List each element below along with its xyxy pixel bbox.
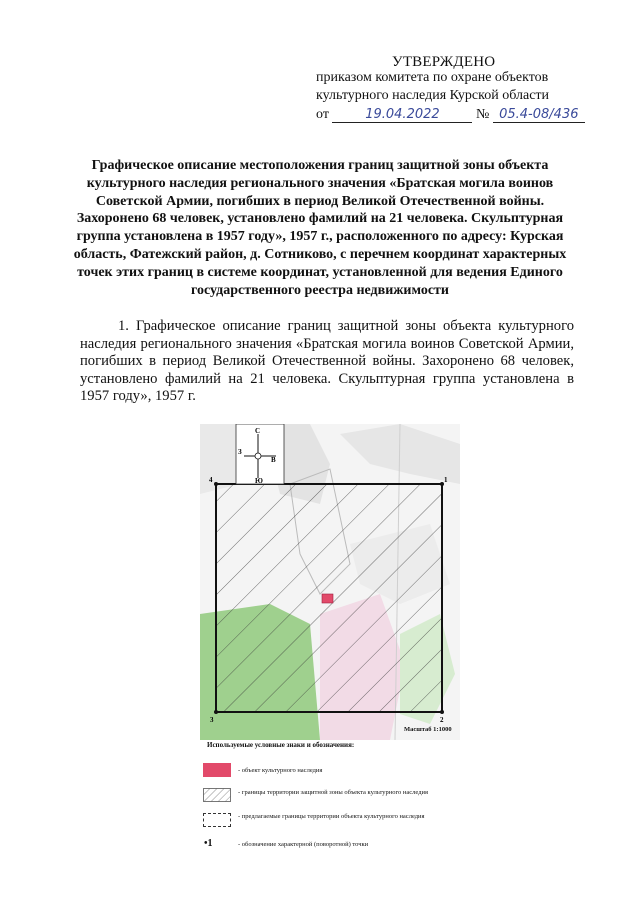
compass-west: З — [238, 448, 242, 456]
map-scale: Масштаб 1:1000 — [404, 726, 452, 733]
from-label: от — [316, 107, 329, 122]
approval-date: 19.04.2022 — [332, 107, 472, 123]
compass-icon — [236, 424, 284, 485]
point-label-1: 1 — [444, 476, 448, 484]
hatched-swatch-icon — [203, 788, 231, 802]
approval-order-line: приказом комитета по охране объектов — [316, 70, 549, 85]
point-marker-icon: •1 — [204, 838, 213, 849]
approval-committee-line: культурного наследия Курской области — [316, 88, 550, 103]
legend-item-point: - обозначение характерной (поворотной) точки — [238, 841, 369, 848]
section-paragraph: 1. Графическое описание границ защитной зоны объекта культурного наследия регионального значения «Братская могила воинов Советской Армии, погибших в период Великой Отечественной войны. Захоронено 68 человек, установлено фамилий на 21 человека. Скульптурная группа установлена в 1957 году», 1957 г. — [80, 318, 574, 405]
legend-item-object: - объект культурного наследия — [238, 767, 323, 774]
document-heading: Графическое описание местоположения границ защитной зоны объекта культурного наследия регионального значения «Братская могила воинов Советской Армии, погибших в период Великой Отечественной войны. Захоронено 68 человек, установлено фамилий на 21 человека. Скульптурная группа установлена в 1957 году», 1957 г., расположенного по адресу: Курская область, Фатежский район, д. Сотниково, с перечнем координат характерных точек этих границ в системе координат, установленной для ведения Единого государственного реестра недвижимости — [73, 158, 567, 298]
point-marker — [214, 482, 218, 486]
approval-number: 05.4-08/436 — [493, 107, 585, 123]
compass-north: С — [255, 427, 261, 435]
point-label-4: 4 — [209, 476, 213, 484]
boundary-map — [200, 424, 460, 740]
legend-item-proposed: - предлагаемые границы территории объекта культурного наследия — [238, 813, 425, 820]
point-label-3: 3 — [210, 716, 214, 724]
point-marker — [214, 710, 218, 714]
point-marker — [440, 710, 444, 714]
compass-east: В — [271, 456, 276, 464]
cultural-heritage-object — [322, 594, 333, 603]
dashed-swatch-icon — [203, 813, 231, 827]
number-label: № — [475, 107, 490, 122]
legend-title: Используемые условные знаки и обозначения: — [207, 741, 355, 749]
compass-south: Ю — [255, 477, 263, 485]
object-swatch-icon — [203, 763, 231, 777]
approval-date-number-line — [316, 107, 585, 123]
approval-title: УТВЕРЖДЕНО — [392, 54, 496, 70]
legend-item-zone: - границы территории защитной зоны объекта культурного наследия — [238, 789, 428, 796]
point-label-2: 2 — [440, 716, 444, 724]
